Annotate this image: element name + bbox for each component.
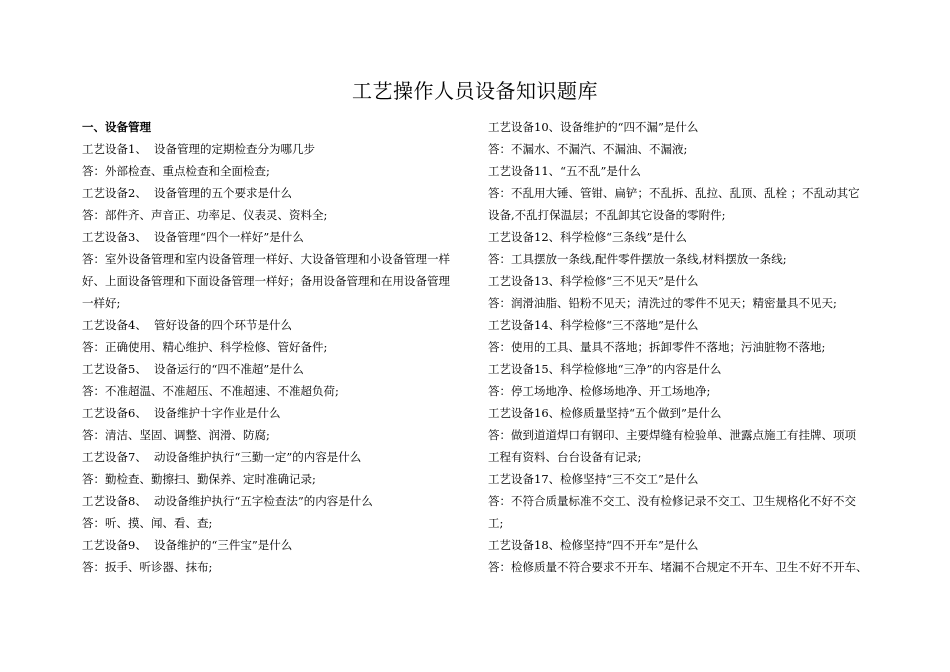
question-line bbox=[82, 226, 466, 248]
question-line bbox=[488, 270, 874, 292]
answer-line: 答：扳手、听诊器、抹布; bbox=[82, 560, 213, 574]
answer-line: 答：不漏水、不漏汽、不漏油、不漏液; bbox=[488, 142, 688, 156]
question-text: 设备维护的“四不漏”是什么 bbox=[560, 120, 699, 134]
question-number: 工艺设备3、 bbox=[82, 230, 147, 244]
question-number: 工艺设备9、 bbox=[82, 538, 147, 552]
question-line bbox=[82, 402, 466, 424]
question-line bbox=[82, 534, 466, 556]
question-text: 设备管理“四个一样好”是什么 bbox=[154, 230, 304, 244]
answer-line: 一样好; bbox=[82, 296, 121, 310]
question-line bbox=[488, 468, 874, 490]
answer-line: 好、上面设备管理和下面设备管理一样好；备用设备管理和在用设备管理 bbox=[82, 274, 450, 288]
question-text: 设备管理的定期检查分为哪几步 bbox=[154, 142, 315, 156]
question-number: 工艺设备17、 bbox=[488, 472, 561, 486]
answer-line: 答：部件齐、声音正、功率足、仪表灵、资料全; bbox=[82, 208, 328, 222]
question-line bbox=[488, 160, 874, 182]
question-number: 工艺设备16、 bbox=[488, 406, 561, 420]
question-number: 工艺设备1、 bbox=[82, 142, 147, 156]
question-line bbox=[488, 116, 874, 138]
question-text: “五不乱”是什么 bbox=[560, 164, 641, 178]
right-question-list bbox=[488, 116, 874, 578]
question-text: 设备维护十字作业是什么 bbox=[154, 406, 281, 420]
question-line bbox=[488, 226, 874, 248]
answer-line: 答：工具摆放一条线,配件零件摆放一条线,材料摆放一条线; bbox=[488, 252, 787, 266]
question-text: 科学检修“三条线”是什么 bbox=[560, 230, 687, 244]
question-number: 工艺设备8、 bbox=[82, 494, 147, 508]
question-number: 工艺设备14、 bbox=[488, 318, 561, 332]
question-line bbox=[488, 402, 874, 424]
question-number: 工艺设备13、 bbox=[488, 274, 561, 288]
answer-line: 答：停工场地净、检修场地净、开工场地净; bbox=[488, 384, 711, 398]
answer-line: 答：检修质量不符合要求不开车、堵漏不合规定不开车、卫生不好不开车、 bbox=[488, 560, 868, 574]
left-column bbox=[82, 116, 466, 578]
question-number: 工艺设备18、 bbox=[488, 538, 561, 552]
question-line bbox=[82, 314, 466, 336]
question-number: 工艺设备10、 bbox=[488, 120, 561, 134]
answer-line: 答：润滑油脂、铅粉不见天；清洗过的零件不见天；精密量具不见天; bbox=[488, 296, 837, 310]
question-line bbox=[82, 358, 466, 380]
question-line bbox=[82, 446, 466, 468]
answer-line: 答：使用的工具、量具不落地；拆卸零件不落地；污油脏物不落地; bbox=[488, 340, 826, 354]
question-line bbox=[488, 314, 874, 336]
answer-line: 工程有资料、台台设备有记录; bbox=[488, 450, 642, 464]
question-number: 工艺设备11、 bbox=[488, 164, 561, 178]
question-text: 检修质量坚持“五个做到”是什么 bbox=[560, 406, 722, 420]
question-line bbox=[82, 490, 466, 512]
answer-line: 答：室外设备管理和室内设备管理一样好、大设备管理和小设备管理一样 bbox=[82, 252, 450, 266]
answer-line: 答：勤检查、勤擦扫、勤保养、定时准确记录; bbox=[82, 472, 316, 486]
answer-line: 答：不准超温、不准超压、不准超速、不准超负荷; bbox=[82, 384, 339, 398]
answer-line: 工; bbox=[488, 516, 504, 530]
answer-line: 答：听、摸、闻、看、查; bbox=[82, 516, 213, 530]
question-number: 工艺设备6、 bbox=[82, 406, 147, 420]
question-text: 设备管理的五个要求是什么 bbox=[154, 186, 292, 200]
answer-line: 答：正确使用、精心维护、科学检修、管好备件; bbox=[82, 340, 328, 354]
right-column bbox=[488, 116, 874, 578]
question-line bbox=[488, 358, 874, 380]
question-number: 工艺设备15、 bbox=[488, 362, 561, 376]
question-number: 工艺设备7、 bbox=[82, 450, 147, 464]
question-text: 动设备维护执行“五字检查法”的内容是什么 bbox=[154, 494, 373, 508]
answer-line: 设备,不乱打保温层；不乱卸其它设备的零附件; bbox=[488, 208, 726, 222]
question-number: 工艺设备12、 bbox=[488, 230, 561, 244]
question-text: 科学检修“三不见天”是什么 bbox=[560, 274, 699, 288]
left-question-list bbox=[82, 138, 466, 578]
question-number: 工艺设备2、 bbox=[82, 186, 147, 200]
question-text: 动设备维护执行“三勤一定”的内容是什么 bbox=[154, 450, 362, 464]
question-number: 工艺设备4、 bbox=[82, 318, 147, 332]
document-title: 工艺操作人员设备知识题库 bbox=[352, 79, 598, 103]
question-text: 检修坚持“四不开车”是什么 bbox=[560, 538, 699, 552]
question-line bbox=[82, 138, 466, 160]
question-text: 科学检修地“三净”的内容是什么 bbox=[560, 362, 722, 376]
answer-line: 答：不乱用大锤、管钳、扁铲；不乱拆、乱拉、乱顶、乱栓 ；不乱动其它 bbox=[488, 186, 860, 200]
question-line bbox=[488, 534, 874, 556]
section-heading: 一、设备管理 bbox=[82, 120, 151, 134]
answer-line: 答：外部检查、重点检查和全面检查; bbox=[82, 164, 270, 178]
question-text: 设备运行的“四不准超”是什么 bbox=[154, 362, 304, 376]
question-number: 工艺设备5、 bbox=[82, 362, 147, 376]
answer-line: 答：清洁、坚固、调整、润滑、防腐; bbox=[82, 428, 270, 442]
question-text: 检修坚持“三不交工”是什么 bbox=[560, 472, 699, 486]
question-text: 科学检修“三不落地”是什么 bbox=[560, 318, 699, 332]
answer-line: 答：做到道道焊口有钢印、主要焊缝有检验单、泄露点施工有挂牌、项项 bbox=[488, 428, 856, 442]
question-text: 设备维护的“三件宝”是什么 bbox=[154, 538, 293, 552]
answer-line: 答：不符合质量标准不交工、没有检修记录不交工、卫生规格化不好不交 bbox=[488, 494, 856, 508]
question-text: 管好设备的四个环节是什么 bbox=[154, 318, 292, 332]
question-line bbox=[82, 182, 466, 204]
